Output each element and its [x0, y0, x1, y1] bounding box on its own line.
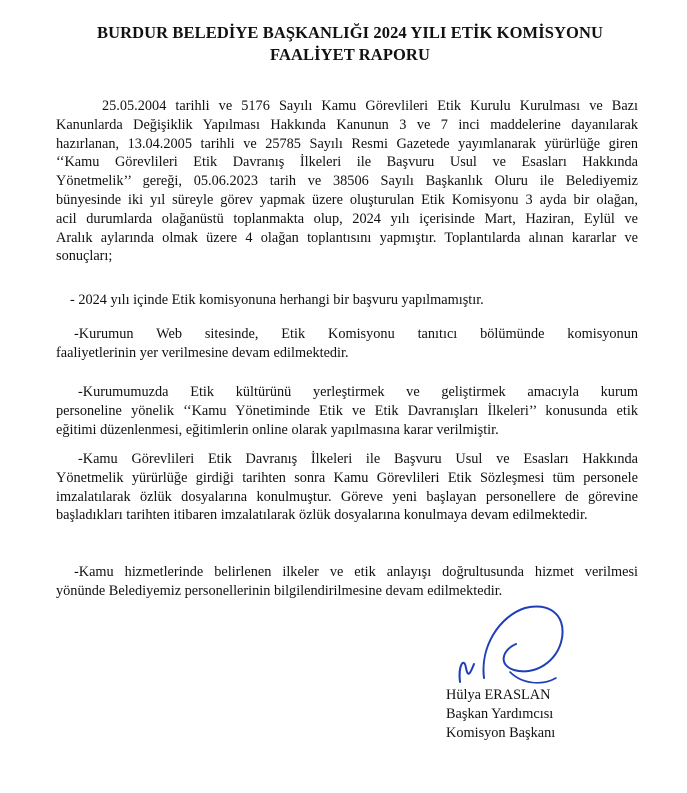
text-line: -Kurumumuzda Etik kültürünü yerleştirmek ve geliştirmek amacıyla kurum — [78, 384, 638, 400]
text-line: Yönetmelik’’ gereği, 05.06.2023 tarih ve 38506 Sayılı Başkanlık Oluru ile Belediyemiz — [56, 173, 638, 190]
text-line: bünyesinde iki yıl süreyle görev yapmak üzere oluşturulan Etik Komisyonu 3 ayda bir olağan, — [56, 191, 638, 208]
text-line: sonuçları; — [56, 248, 113, 265]
text-line: yönünde Belediyemiz personellerinin bilgilendirilmesine devam edilmektedir. — [56, 582, 503, 599]
signatory-name: Hülya ERASLAN — [446, 687, 551, 703]
signature-block — [446, 686, 555, 742]
text-line: ‘‘Kamu Görevlileri Etik Davranış İlkeleri ile Başvuru Usul ve Esasları Hakkında — [56, 154, 638, 171]
item-ethics-training — [56, 383, 638, 439]
item-website — [56, 325, 638, 363]
text-line: Aralık aylarında olmak üzere 4 olağan toplantısını yapmıştır. Toplantılarda alınan kararlar ve — [56, 229, 638, 246]
text-line: 25.05.2004 tarihli ve 5176 Sayılı Kamu Görevlileri Etik Kurulu Kurulması ve Bazı — [102, 98, 638, 114]
text-line: faaliyetlerinin yer verilmesine devam edilmektedir. — [56, 344, 349, 361]
handwritten-signature — [440, 586, 580, 696]
text-line: Yönetmelik yürürlüğe girdiği tarihten sonra Kamu Görevlileri Etik Sözleşmesi tüm personele — [56, 469, 638, 486]
report-title — [40, 22, 660, 66]
item-ethics-contract — [56, 450, 638, 525]
text-line: personeline yönelik ‘‘Kamu Yönetiminde Etik ve Etik Davranışları İlkeleri’’ konusunda etik — [56, 402, 638, 419]
text-line: - 2024 yılı içinde Etik komisyonuna herhangi bir başvuru yapılmamıştır. — [70, 292, 484, 308]
text-line: imzalatılarak özlük dosyalarına konulmuştur. Göreve yeni başlayan personellere de görevine — [56, 488, 638, 505]
title-line-2: FAALİYET RAPORU — [270, 45, 430, 64]
text-line: -Kamu hizmetlerinde belirlenen ilkeler ve etik anlayışı doğrultusunda hizmet verilmesi — [74, 564, 638, 580]
signatory-role: Komisyon Başkanı — [446, 724, 556, 741]
text-line: Kanunlarda Değişiklik Yapılması Hakkında Kanunun 3 ve 7 inci maddelerine dayanılarak — [56, 116, 638, 133]
text-line: acil durumlarda olağanüstü toplanmakta olup, 2024 yılı içerisinde Mart, Haziran, Eylül ve — [56, 210, 638, 227]
intro-paragraph — [56, 97, 638, 266]
text-line: hazırlanan, 13.04.2005 tarihli ve 25785 Sayılı Resmi Gazetede yayımlanarak yürürlüğe giren — [56, 135, 638, 152]
item-no-application — [56, 291, 638, 310]
text-line: -Kamu Görevlileri Etik Davranış İlkeleri ile Başvuru Usul ve Esasları Hakkında — [78, 451, 638, 467]
text-line: eğitimi düzenlenmesi, eğitimlerin online olarak yapılmasına karar verilmiştir. — [56, 421, 499, 438]
text-line: başladıkları tarihten itibaren imzalatılarak özlük dosyalarına konulmaya devam edilmektedir. — [56, 507, 588, 524]
text-line: -Kurumun Web sitesinde, Etik Komisyonu tanıtıcı bölümünde komisyonun — [74, 326, 638, 342]
title-line-1: BURDUR BELEDİYE BAŞKANLIĞI 2024 YILI ETİK KOMİSYONU — [97, 23, 603, 42]
signatory-title: Başkan Yardımcısı — [446, 705, 554, 722]
